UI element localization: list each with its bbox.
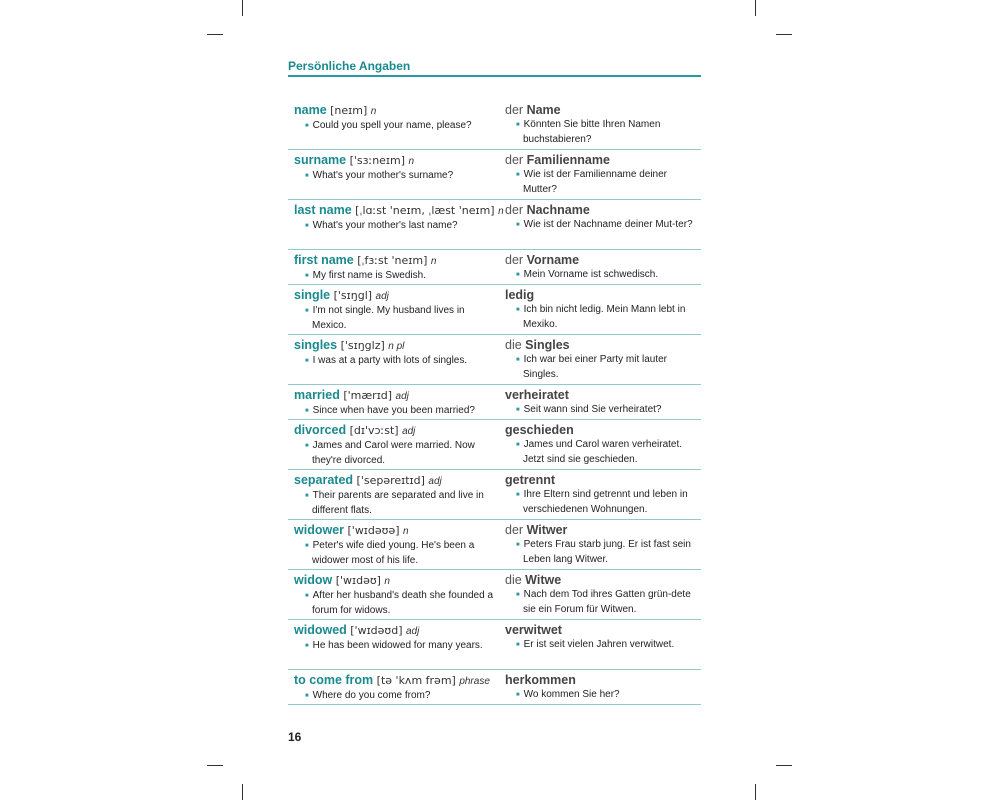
german-word: geschieden: [505, 423, 574, 437]
crop-mark: [242, 784, 243, 800]
article: die: [505, 338, 522, 352]
pronunciation: [neɪm]: [330, 104, 368, 117]
pronunciation: [ˌlɑːst 'neɪm, ˌlæst 'neɪm]: [355, 204, 495, 217]
part-of-speech: adj: [395, 391, 409, 402]
example-german: ■ James und Carol waren verheiratet. Jetzt sind sie geschieden.: [514, 438, 701, 467]
headword: name: [294, 103, 327, 117]
headword: to come from: [294, 673, 374, 687]
german-column: [505, 288, 701, 332]
english-column: [294, 523, 499, 568]
english-column: [294, 423, 499, 468]
headword: first name: [294, 253, 354, 267]
german-column: [505, 338, 701, 382]
german-word: verheiratet: [505, 388, 569, 402]
pronunciation: ['wɪdəʊd]: [350, 624, 403, 637]
german-word: Witwer: [526, 523, 568, 537]
pronunciation: [dɪ'vɔːst]: [349, 424, 399, 437]
example-german: ■ Seit wann sind Sie verheiratet?: [514, 403, 701, 418]
example-english: ■ What's your mother's surname?: [303, 169, 499, 184]
vocab-entry: [288, 100, 701, 150]
example-english: ■ After her husband's death she founded a forum for widows.: [303, 589, 499, 618]
part-of-speech: adj: [402, 426, 416, 437]
example-german: ■ Könnten Sie bitte Ihren Namen buchstabieren?: [514, 118, 701, 147]
german-column: [505, 203, 701, 233]
english-column: [294, 388, 499, 419]
german-column: [505, 388, 701, 418]
crop-mark: [207, 765, 223, 766]
german-word: Vorname: [526, 253, 580, 267]
example-english: ■ Could you spell your name, please?: [303, 119, 499, 134]
vocab-entry: [288, 520, 701, 570]
example-german: ■ Wo kommen Sie her?: [514, 688, 701, 703]
vocab-entry: [288, 250, 701, 285]
pronunciation: ['sɪŋglz]: [340, 339, 385, 352]
page-number: 16: [288, 730, 302, 744]
part-of-speech: adj: [428, 476, 442, 487]
part-of-speech: adj: [405, 626, 420, 637]
vocab-entry: [288, 670, 701, 705]
example-german: ■ Er ist seit vielen Jahren verwitwet.: [514, 638, 701, 653]
headword: widowed: [294, 623, 347, 637]
pronunciation: ['sɜːneɪm]: [349, 154, 406, 167]
part-of-speech: n: [370, 106, 377, 117]
section-rule: [288, 75, 701, 77]
german-word: Witwe: [525, 573, 562, 587]
german-word: Name: [526, 103, 561, 117]
english-column: [294, 338, 499, 369]
headword: surname: [294, 153, 347, 167]
english-column: [294, 573, 499, 618]
vocab-entry: [288, 200, 701, 250]
article: der: [505, 153, 524, 167]
vocab-entry: [288, 570, 701, 620]
example-english: ■ Peter's wife died young. He's been a widower most of his life.: [303, 539, 499, 568]
article: der: [505, 253, 524, 267]
vocab-entry: [288, 335, 701, 385]
headword: divorced: [294, 423, 347, 437]
vocab-entry: [288, 620, 701, 670]
german-column: [505, 523, 701, 567]
pronunciation: ['sepəreɪtɪd]: [356, 474, 425, 487]
pronunciation: [ˌfɜːst 'neɪm]: [357, 254, 428, 267]
part-of-speech: phrase: [459, 676, 490, 687]
english-column: [294, 103, 499, 134]
example-english: ■ What's your mother's last name?: [303, 219, 499, 234]
headword: singles: [294, 338, 338, 352]
headword: married: [294, 388, 340, 402]
part-of-speech: adj: [375, 291, 389, 302]
vocab-entry: [288, 420, 701, 470]
example-english: ■ Where do you come from?: [303, 689, 499, 704]
crop-mark: [776, 34, 792, 35]
german-word: Singles: [525, 338, 570, 352]
example-german: ■ Wie ist der Familienname deiner Mutter?: [514, 168, 701, 197]
article: der: [505, 103, 524, 117]
article: der: [505, 203, 524, 217]
vocab-entry: [288, 285, 701, 335]
german-word: herkommen: [505, 673, 576, 687]
german-word: Familienname: [526, 153, 610, 167]
example-english: ■ Their parents are separated and live in different flats.: [303, 489, 499, 518]
example-german: ■ Peters Frau starb jung. Er ist fast sein Leben lang Witwer.: [514, 538, 701, 567]
pronunciation: ['sɪŋgl]: [333, 289, 373, 302]
german-word: Nachname: [526, 203, 590, 217]
article: der: [505, 523, 524, 537]
crop-mark: [755, 0, 756, 16]
example-english: ■ James and Carol were married. Now they're divorced.: [303, 439, 499, 468]
pronunciation: ['mærɪd]: [343, 389, 393, 402]
headword: last name: [294, 203, 352, 217]
german-column: [505, 623, 701, 653]
part-of-speech: n: [403, 526, 409, 537]
german-word: verwitwet: [505, 623, 562, 637]
german-column: [505, 153, 701, 197]
vocabulary-list: [288, 100, 701, 705]
pronunciation: ['wɪdəʊ]: [335, 574, 381, 587]
german-word: ledig: [505, 288, 535, 302]
example-german: ■ Ihre Eltern sind getrennt und leben in verschiedenen Wohnungen.: [514, 488, 701, 517]
crop-mark: [242, 0, 243, 16]
english-column: [294, 473, 499, 518]
crop-mark: [776, 765, 792, 766]
part-of-speech: n: [384, 576, 390, 587]
example-german: ■ Ich bin nicht ledig. Mein Mann lebt in Mexiko.: [514, 303, 701, 332]
example-german: ■ Nach dem Tod ihres Gatten grün-dete sie ein Forum für Witwen.: [514, 588, 701, 617]
german-word: getrennt: [505, 473, 555, 487]
english-column: [294, 623, 499, 654]
english-column: [294, 153, 499, 184]
vocab-entry: [288, 385, 701, 420]
part-of-speech: n pl: [388, 341, 405, 352]
pronunciation: ['wɪdəʊə]: [347, 524, 400, 537]
example-german: ■ Wie ist der Nachname deiner Mut-ter?: [514, 218, 701, 233]
crop-mark: [755, 784, 756, 800]
example-english: ■ My first name is Swedish.: [303, 269, 499, 284]
part-of-speech: n: [498, 206, 504, 217]
part-of-speech: n: [408, 156, 415, 167]
headword: separated: [294, 473, 354, 487]
english-column: [294, 203, 504, 234]
pronunciation: [tə 'kʌm frəm]: [376, 674, 456, 687]
headword: widower: [294, 523, 345, 537]
article: die: [505, 573, 522, 587]
german-column: [505, 473, 701, 517]
german-column: [505, 673, 701, 703]
crop-mark: [207, 34, 223, 35]
example-english: ■ Since when have you been married?: [303, 404, 499, 419]
example-german: ■ Mein Vorname ist schwedisch.: [514, 268, 701, 283]
german-column: [505, 423, 701, 467]
headword: widow: [294, 573, 333, 587]
example-german: ■ Ich war bei einer Party mit lauter Singles.: [514, 353, 701, 382]
german-column: [505, 573, 701, 617]
german-column: [505, 103, 701, 147]
german-column: [505, 253, 701, 283]
english-column: [294, 673, 499, 704]
example-english: ■ I'm not single. My husband lives in Mexico.: [303, 304, 499, 333]
vocab-entry: [288, 150, 701, 200]
part-of-speech: n: [430, 256, 437, 267]
headword: single: [294, 288, 331, 302]
english-column: [294, 253, 499, 284]
english-column: [294, 288, 499, 333]
vocab-entry: [288, 470, 701, 520]
example-english: ■ He has been widowed for many years.: [303, 639, 499, 654]
example-english: ■ I was at a party with lots of singles.: [303, 354, 499, 369]
section-title: Persönliche Angaben: [288, 59, 411, 73]
